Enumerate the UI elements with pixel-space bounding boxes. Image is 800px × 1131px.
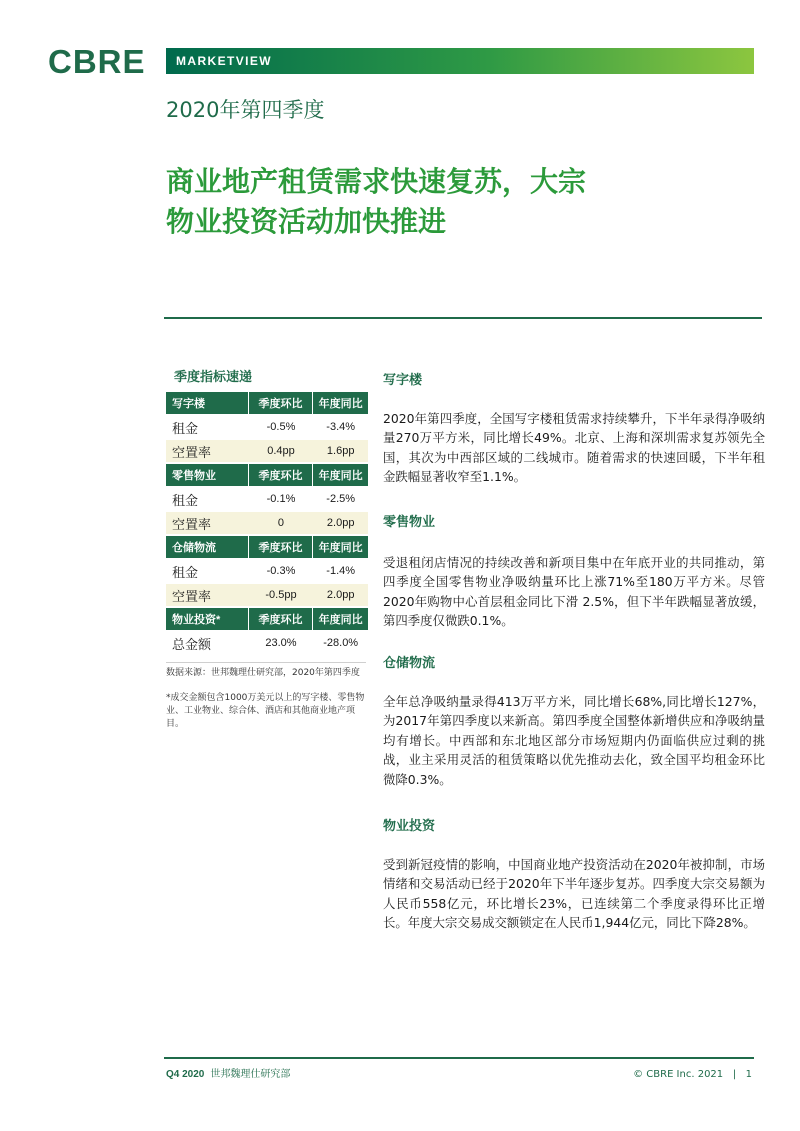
kpi-section-name: 物业投资* [166, 608, 249, 630]
kpi-section-name: 仓储物流 [166, 536, 249, 558]
footer-copyright: © CBRE Inc. 2021 [633, 1069, 724, 1080]
kpi-header-row [166, 464, 368, 486]
marketview-label: MARKETVIEW [176, 54, 272, 68]
section-heading-retail: 零售物业 [383, 515, 436, 530]
section-body-retail: 受退租闭店情况的持续改善和新项目集中在年底开业的共同推动，第四季度全国零售物业净吸纳量环比上涨71%至180万平方米。尽管2020年购物中心首层租金同比下滑 2.5%，但下半年跌幅显著放缓，第四季度仅微跌0.1%。 [383, 555, 765, 629]
kpi-footnote: *成交金额包含1000万美元以上的写字楼、零售物业、工业物业、综合体、酒店和其他商业地产项目。 [166, 693, 365, 729]
divider-top [164, 317, 762, 319]
kpi-table [166, 390, 368, 656]
kpi-col-yoy: 年度同比 [313, 464, 368, 486]
footer-right [633, 1068, 752, 1082]
kpi-col-qoq: 季度环比 [249, 608, 314, 630]
kpi-row [166, 440, 368, 462]
section-heading-logistics: 仓储物流 [383, 656, 436, 671]
kpi-row [166, 584, 368, 606]
kpi-qoq-value: 0.4pp [249, 440, 314, 462]
kpi-row-label: 空置率 [166, 440, 249, 462]
footer-left [166, 1068, 290, 1082]
kpi-row [166, 632, 368, 654]
kpi-yoy-value: -3.4% [326, 421, 356, 433]
kpi-col-yoy: 年度同比 [313, 608, 368, 630]
kpi-row-label: 租金 [172, 564, 199, 580]
kpi-row-label: 租金 [172, 420, 199, 436]
section-body-logistics: 全年总净吸纳量录得413万平方米，同比增长68%,同比增长127%，为2017年第四季度以来新高。第四季度全国整体新增供应和净吸纳量均有增长。中西部和东北地区部分市场短期内仍面临供应过剩的挑战，业主采用灵活的租赁策略以优先推动去化，致全国平均租金环比微降0.3%。 [383, 694, 765, 787]
kpi-row [166, 560, 368, 582]
headline-line-1: 商业地产租赁需求快速复苏，大宗 [166, 165, 587, 198]
kpi-yoy-value: -2.5% [326, 493, 356, 505]
kpi-row [166, 488, 368, 510]
footer-dept: 世邦魏理仕研究部 [210, 1069, 291, 1080]
kpi-qoq-value: 23.0% [265, 637, 297, 649]
report-quarter: 2020年第四季度 [166, 98, 325, 122]
kpi-sidebar [166, 368, 368, 731]
kpi-yoy-value: -1.4% [326, 565, 356, 577]
kpi-row-label: 空置率 [166, 584, 249, 606]
kpi-qoq-value: 0 [249, 512, 314, 534]
kpi-col-qoq: 季度环比 [249, 464, 314, 486]
page-number: 1 [745, 1069, 752, 1080]
kpi-section-name: 写字楼 [166, 392, 249, 414]
kpi-qoq-value: -0.1% [266, 493, 296, 505]
section-body-office: 2020年第四季度，全国写字楼租赁需求持续攀升，下半年录得净吸纳量270万平方米，同比增长49%。北京、上海和深圳需求复苏领先全国，其次为中西部区域的二线城市。随着需求的快速回暖，下半年租金跌幅显著收窄至1.1%。 [383, 411, 765, 485]
footer-code: Q4 2020 [166, 1069, 205, 1080]
headline [166, 162, 726, 242]
kpi-title: 季度指标速递 [174, 370, 253, 385]
footer-separator: | [732, 1069, 737, 1080]
section-heading-office: 写字楼 [383, 373, 423, 388]
kpi-qoq-value: -0.3% [266, 565, 296, 577]
section-body-investment: 受到新冠疫情的影响，中国商业地产投资活动在2020年被抑制，市场情绪和交易活动已经于2020年下半年逐步复苏。四季度大宗交易额为人民币558亿元，环比增长23%，已连续第二个季度录得环比正增长。年度大宗交易成交额锁定在人民币1,944亿元，同比下降28%。 [383, 857, 765, 931]
kpi-section-name: 零售物业 [166, 464, 249, 486]
kpi-row [166, 512, 368, 534]
kpi-row-label: 总金额 [172, 636, 212, 652]
kpi-col-yoy: 年度同比 [313, 536, 368, 558]
cbre-logo: CBRE [48, 43, 146, 80]
kpi-source-note: 数据来源：世邦魏理仕研究部，2020年第四季度 [166, 662, 366, 680]
kpi-row-label: 租金 [172, 492, 199, 508]
divider-bottom [164, 1057, 754, 1059]
kpi-qoq-value: -0.5pp [249, 584, 314, 606]
kpi-header-row [166, 392, 368, 414]
kpi-yoy-value: 2.0pp [313, 584, 368, 606]
kpi-yoy-value: 1.6pp [313, 440, 368, 462]
kpi-header-row [166, 608, 368, 630]
kpi-row [166, 416, 368, 438]
kpi-yoy-value: -28.0% [323, 637, 359, 649]
section-heading-investment: 物业投资 [383, 819, 436, 834]
kpi-qoq-value: -0.5% [266, 421, 296, 433]
marketview-banner [166, 48, 754, 74]
kpi-col-yoy: 年度同比 [313, 392, 368, 414]
kpi-col-qoq: 季度环比 [249, 392, 314, 414]
kpi-header-row [166, 536, 368, 558]
kpi-yoy-value: 2.0pp [313, 512, 368, 534]
kpi-row-label: 空置率 [166, 512, 249, 534]
headline-line-2: 物业投资活动加快推进 [166, 205, 447, 238]
kpi-col-qoq: 季度环比 [249, 536, 314, 558]
